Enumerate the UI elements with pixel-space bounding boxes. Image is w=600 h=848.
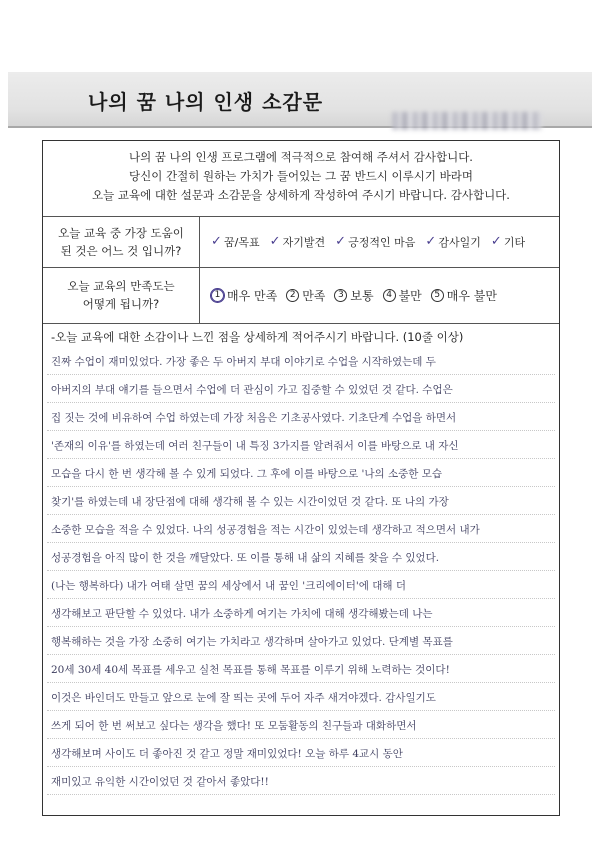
option-very-dissatisfied[interactable]: 5 매우 불만 xyxy=(431,287,497,304)
handwritten-essay xyxy=(47,347,555,795)
essay-line: 생각해보며 사이도 더 좋아진 것 같고 정말 재미있었다! 오늘 하루 4교시 동안 xyxy=(47,739,555,767)
essay-line: (나는 행복하다) 내가 여태 살면 꿈의 세상에서 내 꿈인 '크리에이터'에 대해 더 xyxy=(47,571,555,599)
checkmark-icon: ✓ xyxy=(425,234,437,249)
option-positive-mind[interactable]: ✓ 긍정적인 마음 xyxy=(335,234,416,249)
essay-line: 생각해보고 판단할 수 있었다. 내가 소중하게 여기는 가치에 대해 생각해봤는데 나는 xyxy=(47,599,555,627)
intro-line: 오늘 교육에 대한 설문과 소감문을 상세하게 작성하여 주시기 바랍니다. 감사합니다. xyxy=(92,188,510,202)
essay-line: 소중한 모습을 적을 수 있었다. 나의 성공경험을 적는 시간이 있었는데 생각하고 적으면서 내가 xyxy=(47,515,555,543)
option-satisfied[interactable]: 2 만족 xyxy=(286,287,325,304)
essay-line: 모습을 다시 한 번 생각해 볼 수 있게 되었다. 그 후에 이를 바탕으로 '나의 소중한 모습 xyxy=(47,459,555,487)
option-very-satisfied[interactable]: 1 매우 만족 xyxy=(211,287,277,304)
survey-form xyxy=(42,140,560,816)
helpful-options xyxy=(211,217,553,267)
essay-line: 집 짓는 것에 비유하여 수업 하였는데 가장 처음은 기초공사였다. 기초단계 수업을 하면서 xyxy=(47,403,555,431)
intro-line: 나의 꿈 나의 인생 프로그램에 적극적으로 참여해 주셔서 감사합니다. xyxy=(129,150,473,164)
number-circle: 3 xyxy=(334,289,347,302)
option-neutral[interactable]: 3 보통 xyxy=(334,287,373,304)
option-dissatisfied[interactable]: 4 불만 xyxy=(383,287,422,304)
intro-box xyxy=(43,141,559,217)
essay-line: 재미있고 유익한 시간이었던 것 같아서 좋았다!! xyxy=(47,767,555,795)
number-circle: 2 xyxy=(286,289,299,302)
intro-line: 당신이 간절히 원하는 가치가 들어있는 그 꿈 반드시 이루시기 바라며 xyxy=(129,169,473,183)
redacted-name xyxy=(392,112,542,130)
option-gratitude-journal[interactable]: ✓ 감사일기 xyxy=(425,234,481,249)
question-satisfaction-row xyxy=(43,267,559,324)
question-satisfaction-label: 오늘 교육의 만족도는 어떻게 됩니까? xyxy=(43,267,200,323)
essay-line: '존재의 이유'를 하였는데 여러 친구들이 내 특징 3가지를 알려줘서 이를 바탕으로 내 자신 xyxy=(47,431,555,459)
checkmark-icon: ✓ xyxy=(490,234,502,249)
question-helpful-row xyxy=(43,217,559,268)
number-circle: 5 xyxy=(431,289,444,302)
essay-line: 쓰게 되어 한 번 써보고 싶다는 생각을 했다! 또 모둠활동의 친구들과 대화하면서 xyxy=(47,711,555,739)
essay-line: 20세 30세 40세 목표를 세우고 실천 목표를 통해 목표를 이루기 위해 노력하는 것이다! xyxy=(47,655,555,683)
satisfaction-options xyxy=(211,267,553,323)
essay-line: 찾기'를 하였는데 내 장단점에 대해 생각해 볼 수 있는 시간이었던 것 같다. 또 나의 가장 xyxy=(47,487,555,515)
essay-prompt: -오늘 교육에 대한 소감이나 느낀 점을 상세하게 적어주시기 바랍니다. (10줄 이상) xyxy=(51,330,464,344)
checkmark-icon: ✓ xyxy=(335,234,347,249)
question-helpful-label: 오늘 교육 중 가장 도움이 된 것은 어느 것 입니까? xyxy=(43,217,200,267)
checkmark-icon: ✓ xyxy=(211,234,222,249)
checkmark-icon: ✓ xyxy=(269,234,281,249)
option-dream-goal[interactable]: ✓ 꿈/목표 xyxy=(211,234,260,249)
page-title: 나의 꿈 나의 인생 소감문 xyxy=(88,90,324,114)
number-circle: 1 xyxy=(211,289,224,302)
option-self-discovery[interactable]: ✓ 자기발견 xyxy=(269,234,326,249)
essay-line: 아버지의 부대 얘기를 들으면서 수업에 더 관심이 가고 집중할 수 있었던 것 같다. 수업은 xyxy=(47,375,555,403)
essay-line: 행복해하는 것을 가장 소중히 여기는 가치라고 생각하며 살아가고 있었다. 단계별 목표를 xyxy=(47,627,555,655)
number-circle: 4 xyxy=(383,289,396,302)
essay-line: 성공경험을 아직 많이 한 것을 깨달았다. 또 이를 통해 내 삶의 지혜를 찾을 수 있었다. xyxy=(47,543,555,571)
option-other[interactable]: ✓ 기타 xyxy=(490,234,526,249)
essay-line: 진짜 수업이 재미있었다. 가장 좋은 두 아버지 부대 이야기로 수업을 시작하였는데 두 xyxy=(47,347,555,375)
essay-line: 이것은 바인더도 만들고 앞으로 눈에 잘 띄는 곳에 두어 자주 새겨야겠다. 감사일기도 xyxy=(47,683,555,711)
